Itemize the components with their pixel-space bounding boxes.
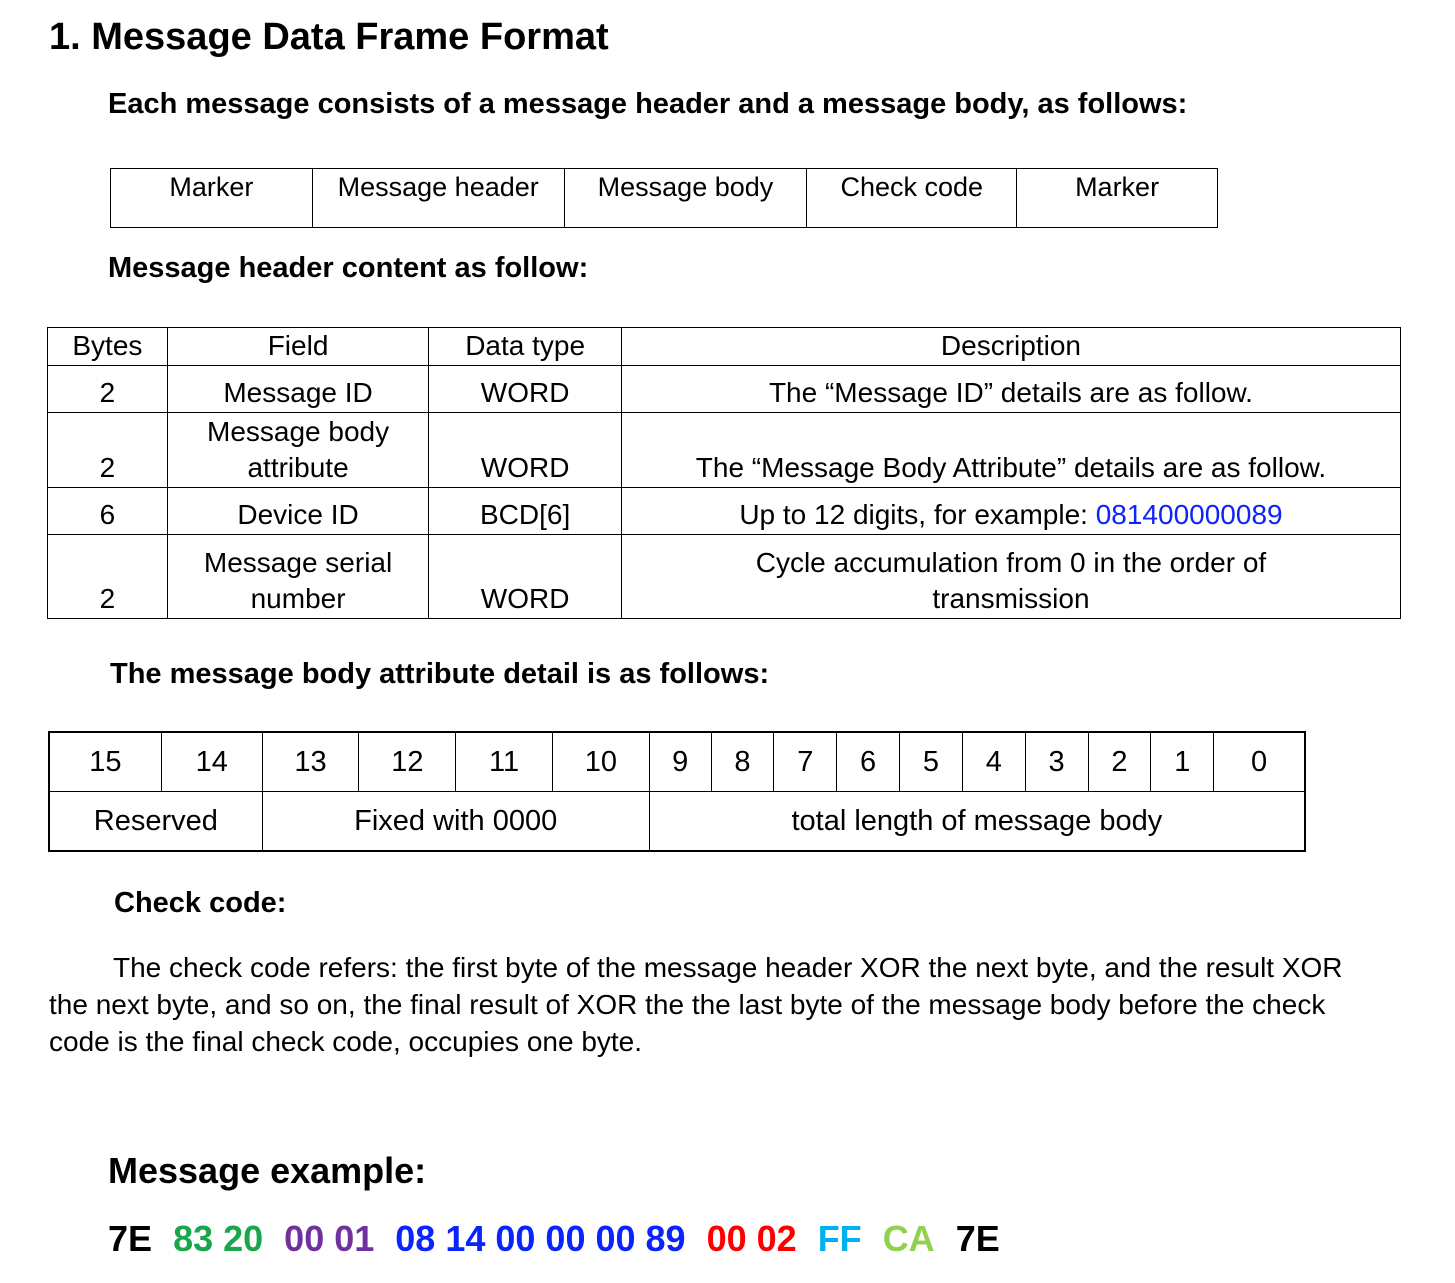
serial-number-bytes: 00 02	[706, 1218, 797, 1259]
bit-cell: 1	[1151, 732, 1214, 792]
check-code-text: The check code refers: the first byte of the message header XOR the next byte, and the result XOR the next byte, and so on, the final result of XOR the the last byte of the message body before the check code is the final check code, occupies one byte.	[49, 952, 1343, 1057]
cell-description: The “Message Body Attribute” details are as follow.	[621, 413, 1400, 488]
bit-cell: 10	[552, 732, 649, 792]
description-text: Up to 12 digits, for example:	[739, 499, 1096, 530]
header-section-title: Message header content as follow:	[108, 252, 589, 284]
cell-field: Device ID	[167, 488, 429, 535]
bit-cell: 0	[1214, 732, 1305, 792]
frame-cell-message-header: Message header	[312, 169, 564, 228]
length-group: total length of message body	[649, 792, 1305, 852]
cell-data-type: WORD	[429, 535, 622, 619]
cell-bytes: 2	[48, 366, 168, 413]
group-row	[49, 792, 1305, 852]
body-bytes: FF	[817, 1218, 862, 1259]
bit-cell: 7	[774, 732, 837, 792]
body-attribute-bytes: 00 01	[284, 1218, 375, 1259]
table-row	[48, 366, 1401, 413]
cell-bytes: 6	[48, 488, 168, 535]
table-header-row	[48, 328, 1401, 366]
column-header-description: Description	[621, 328, 1400, 366]
bit-cell: 3	[1025, 732, 1088, 792]
cell-description: Cycle accumulation from 0 in the order of transmission	[621, 535, 1400, 619]
device-id-bytes: 08 14 00 00 00 89	[395, 1218, 686, 1259]
reserved-group: Reserved	[49, 792, 262, 852]
bit-cell: 12	[359, 732, 456, 792]
table-row	[48, 535, 1401, 619]
table-row	[48, 413, 1401, 488]
message-header-table	[47, 327, 1401, 619]
table-row	[48, 488, 1401, 535]
bit-cell: 2	[1088, 732, 1151, 792]
bit-cell: 4	[962, 732, 1025, 792]
device-id-example: 081400000089	[1095, 499, 1283, 530]
end-marker-bytes: 7E	[955, 1218, 1000, 1259]
cell-bytes: 2	[48, 413, 168, 488]
start-marker-bytes: 7E	[108, 1218, 153, 1259]
frame-cell-message-body: Message body	[564, 169, 807, 228]
message-id-bytes: 83 20	[173, 1218, 264, 1259]
body-attribute-table	[48, 731, 1306, 852]
column-header-field: Field	[167, 328, 429, 366]
column-header-bytes: Bytes	[48, 328, 168, 366]
cell-description	[621, 488, 1400, 535]
check-code-bytes: CA	[882, 1218, 935, 1259]
cell-description: The “Message ID” details are as follow.	[621, 366, 1400, 413]
fixed-group: Fixed with 0000	[262, 792, 649, 852]
cell-field: Message serial number	[167, 535, 429, 619]
bit-cell: 8	[711, 732, 774, 792]
attr-section-title: The message body attribute detail is as follows:	[110, 658, 770, 690]
page-title: 1. Message Data Frame Format	[49, 16, 609, 58]
cell-bytes: 2	[48, 535, 168, 619]
cell-field: Message ID	[167, 366, 429, 413]
frame-cell-check-code: Check code	[807, 169, 1017, 228]
bit-cell: 6	[837, 732, 900, 792]
bit-row	[49, 732, 1305, 792]
bit-cell: 9	[649, 732, 711, 792]
message-example	[108, 1218, 1011, 1260]
check-code-title: Check code:	[114, 887, 287, 919]
bit-cell: 14	[161, 732, 262, 792]
intro-text: Each message consists of a message header and a message body, as follows:	[108, 88, 1188, 120]
bit-cell: 11	[456, 732, 553, 792]
cell-data-type: WORD	[429, 366, 622, 413]
cell-data-type: WORD	[429, 413, 622, 488]
bit-cell: 5	[900, 732, 963, 792]
bit-cell: 15	[49, 732, 161, 792]
table-row	[111, 169, 1218, 228]
frame-format-table	[110, 168, 1218, 228]
column-header-data-type: Data type	[429, 328, 622, 366]
cell-data-type: BCD[6]	[429, 488, 622, 535]
example-title: Message example:	[108, 1150, 427, 1191]
bit-cell: 13	[262, 732, 359, 792]
frame-cell-marker-end: Marker	[1017, 169, 1218, 228]
cell-field: Message body attribute	[167, 413, 429, 488]
frame-cell-marker-start: Marker	[111, 169, 313, 228]
